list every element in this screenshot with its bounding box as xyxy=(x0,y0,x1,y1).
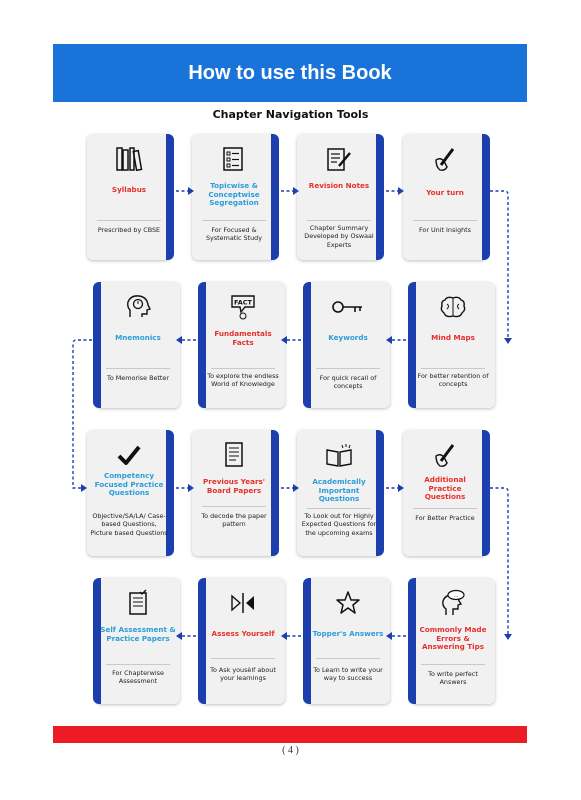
checkmark-icon xyxy=(87,440,171,470)
card-description: To decode the paper pattern xyxy=(201,512,267,529)
card-divider xyxy=(202,220,266,221)
card-title: Mnemonics xyxy=(115,333,161,342)
card-description: For Better Practice xyxy=(415,514,475,522)
card-title: Topper's Answers xyxy=(312,629,384,638)
card-keywords xyxy=(306,282,390,408)
card-description: To Learn to write your way to success xyxy=(313,666,383,683)
key-icon xyxy=(306,292,390,322)
card-description: To Memorise Better xyxy=(107,374,169,382)
brain-icon xyxy=(411,292,495,322)
card-self-assessment xyxy=(96,578,180,704)
card-divider xyxy=(421,664,485,665)
books-icon xyxy=(87,144,171,174)
card-divider xyxy=(307,220,371,221)
page-number: ( 4 ) xyxy=(282,745,299,756)
card-description: Prescribed by CBSE xyxy=(97,226,161,234)
footer-bar xyxy=(53,726,527,743)
card-title: Fundamentals Facts xyxy=(214,329,272,347)
card-description: For Chapterwise Assessment xyxy=(112,669,164,686)
card-divider xyxy=(316,368,380,369)
card-title: Your turn xyxy=(426,188,464,197)
card-title: Assess Yourself xyxy=(211,629,275,638)
open-book-icon xyxy=(297,440,381,470)
hand-pen-icon xyxy=(403,440,487,470)
card-syllabus xyxy=(87,134,171,260)
svg-text:...: ... xyxy=(453,593,459,599)
checklist-icon xyxy=(192,144,276,174)
card-divider xyxy=(413,508,477,509)
card-divider xyxy=(316,658,380,659)
card-academically-important xyxy=(297,430,381,556)
card-title: Mind Maps xyxy=(431,333,475,342)
card-previous-years xyxy=(192,430,276,556)
speech-head-icon xyxy=(411,588,495,618)
card-description: To Ask yousèlf about your learnings xyxy=(210,666,276,683)
card-title: Revision Notes xyxy=(308,181,370,190)
card-divider xyxy=(106,664,170,665)
card-fundamentals-facts xyxy=(201,282,285,408)
card-description: To Look out for Highly Expected Questions for the upcoming exams xyxy=(301,512,377,537)
card-description: To write perfect Answers xyxy=(428,670,478,687)
card-divider xyxy=(97,220,161,221)
page-title-banner xyxy=(53,44,527,102)
card-mind-maps xyxy=(411,282,495,408)
star-icon xyxy=(306,588,390,618)
card-topicwise xyxy=(192,134,276,260)
page-title: How to use this Book xyxy=(188,61,392,84)
card-title: Keywords xyxy=(328,333,368,342)
document-icon xyxy=(192,440,276,470)
card-title: Academically Important Questions xyxy=(312,477,366,503)
card-title: Competency Focused Practice Questions xyxy=(94,471,164,497)
card-divider xyxy=(307,508,371,509)
mirror-arrows-icon xyxy=(201,588,285,618)
card-title: Topicwise & Conceptwise Segregation xyxy=(208,181,260,207)
svg-text:FACT: FACT xyxy=(234,298,252,307)
card-commonly-made-errors xyxy=(411,578,495,704)
card-divider xyxy=(106,368,170,369)
card-divider xyxy=(202,506,266,507)
card-assess-yourself xyxy=(201,578,285,704)
card-description: For quick recall of concepts xyxy=(319,374,377,391)
card-divider xyxy=(413,220,477,221)
card-revision-notes xyxy=(297,134,381,260)
card-divider xyxy=(211,658,275,659)
card-description: To explore the endless World of Knowledge xyxy=(207,372,279,389)
card-competency-focused xyxy=(87,430,171,556)
hand-pen-icon xyxy=(403,144,487,174)
card-mnemonics xyxy=(96,282,180,408)
head-stopwatch-icon xyxy=(96,292,180,322)
card-your-turn xyxy=(403,134,487,260)
card-divider xyxy=(421,368,485,369)
card-divider xyxy=(211,368,275,369)
fact-bubble-icon xyxy=(201,292,285,322)
card-title: Self Assessment & Practice Papers xyxy=(100,625,176,643)
notepad-pen-icon xyxy=(297,144,381,174)
card-title: Previous Years' Board Papers xyxy=(203,477,265,495)
card-description: Objective/SA/LA/ Case-based Questions, Picture based Questions xyxy=(90,512,168,537)
card-title: Additional Practice Questions xyxy=(424,475,466,501)
card-title: Syllabus xyxy=(111,185,147,194)
card-toppers-answers xyxy=(306,578,390,704)
card-title: Commonly Made Errors & Answering Tips xyxy=(419,625,487,651)
card-description: For Unit Insights xyxy=(418,226,472,234)
section-subtitle: Chapter Navigation Tools xyxy=(212,108,369,121)
card-description: For better retention of concepts xyxy=(417,372,489,389)
card-description: For Focused & Systematic Study xyxy=(205,226,263,243)
checklist-paper-icon xyxy=(96,588,180,618)
card-description: Chapter Summary Developed by Oswaal Experts xyxy=(304,224,374,249)
card-additional-practice xyxy=(403,430,487,556)
